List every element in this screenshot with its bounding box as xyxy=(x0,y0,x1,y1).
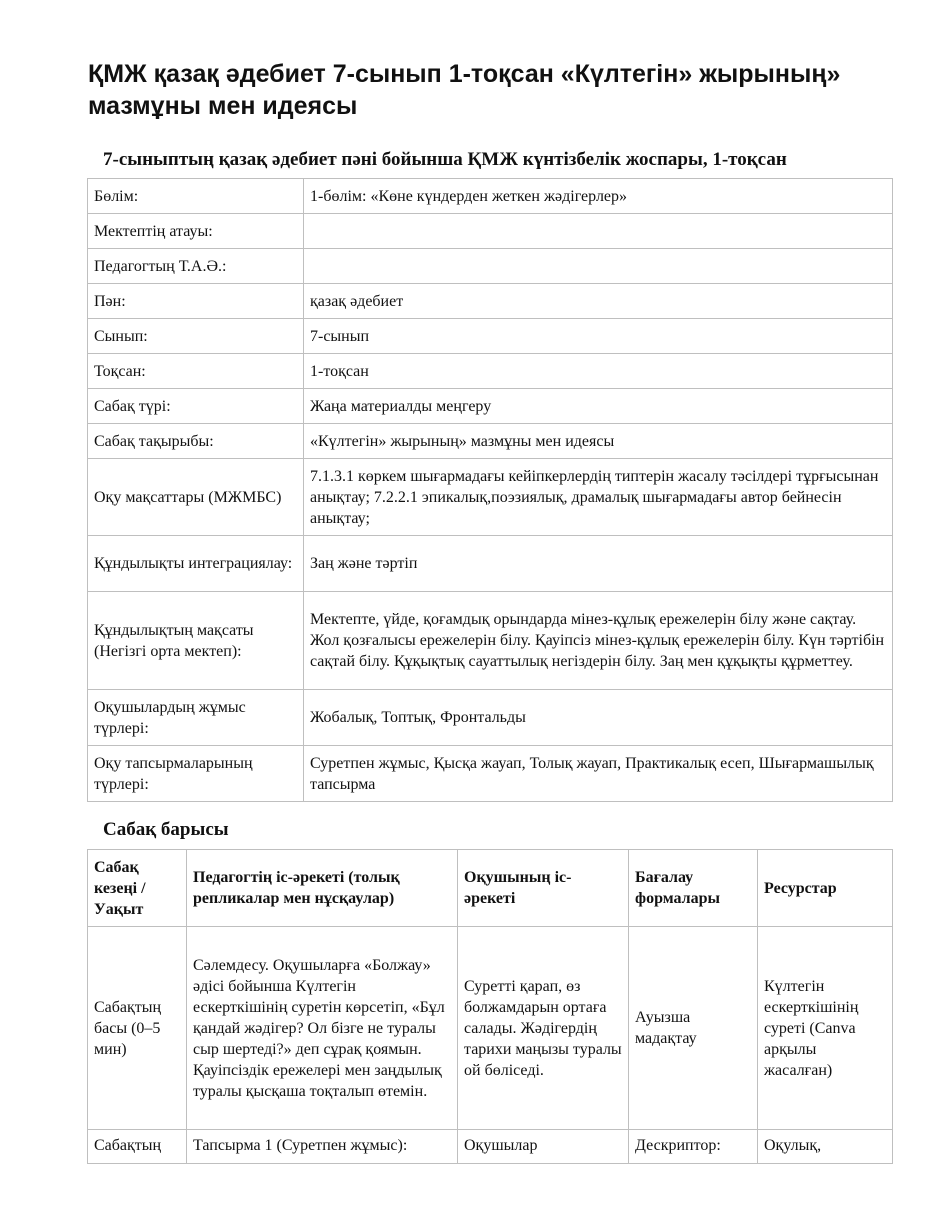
info-key: Сабақ тақырыбы: xyxy=(88,424,304,459)
table-row xyxy=(88,284,893,319)
lesson-info-table xyxy=(87,178,893,802)
page-title: ҚМЖ қазақ әдебиет 7-сынып 1-тоқсан «Күлтегін» жырының» мазмұны мен идеясы xyxy=(88,60,841,120)
info-key: Оқу мақсаттары (МЖМБС) xyxy=(88,459,304,536)
table-row xyxy=(88,536,893,592)
info-key: Бөлім: xyxy=(88,179,304,214)
info-value: «Күлтегін» жырының» мазмұны мен идеясы xyxy=(304,424,893,459)
table-row xyxy=(88,746,893,802)
table-cell: Оқулық, xyxy=(758,1130,893,1164)
table-row xyxy=(88,389,893,424)
table-row xyxy=(88,927,893,1130)
column-header: Ресурстар xyxy=(758,850,893,927)
info-key: Пән: xyxy=(88,284,304,319)
table-row xyxy=(88,690,893,746)
plan-title: 7-сыныптың қазақ әдебиет пәні бойынша ҚМЖ күнтізбелік жоспары, 1-тоқсан xyxy=(103,149,787,170)
table-cell: Оқушылар xyxy=(458,1130,629,1164)
info-value: Жаңа материалды меңгеру xyxy=(304,389,893,424)
info-key: Құндылықты интеграциялау: xyxy=(88,536,304,592)
info-value: Заң және тәртіп xyxy=(304,536,893,592)
column-header: Бағалау формалары xyxy=(629,850,758,927)
table-cell: Суретті қарап, өз болжамдарын ортаға салады. Жәдігердің тарихи маңызы туралы ой бөліседі. xyxy=(458,927,629,1130)
info-key: Құндылықтың мақсаты (Негізгі орта мектеп): xyxy=(88,592,304,690)
column-header: Сабақ кезеңі / Уақыт xyxy=(88,850,187,927)
table-row xyxy=(88,1130,893,1164)
lesson-flow-table xyxy=(87,849,893,1164)
table-cell: Сәлемдесу. Оқушыларға «Болжау» әдісі бойынша Күлтегін ескерткішінің суретін көрсетіп, «Бұл қандай жәдігер? Ол бізге не туралы сыр шертеді?» деп сұрақ қоямын. Қауіпсіздік ережелері мен заңдылық туралы қысқаша тоқталып өтемін. xyxy=(187,927,458,1130)
table-cell: Ауызша мадақтау xyxy=(629,927,758,1130)
table-row xyxy=(88,592,893,690)
info-key: Мектептің атауы: xyxy=(88,214,304,249)
info-value: 7.1.3.1 көркем шығармадағы кейіпкерлердің типтерін жасалу тәсілдері тұрғысынан анықтау; 7.2.2.1 эпикалық,поэзиялық, драмалық шығармадағы автор бейнесін анықтау; xyxy=(304,459,893,536)
column-header: Оқушының іс-әрекеті xyxy=(458,850,629,927)
table-cell: Дескриптор: xyxy=(629,1130,758,1164)
table-cell: Сабақтың xyxy=(88,1130,187,1164)
table-row xyxy=(88,354,893,389)
info-key: Оқушылардың жұмыс түрлері: xyxy=(88,690,304,746)
info-value: 7-сынып xyxy=(304,319,893,354)
info-value xyxy=(304,249,893,284)
table-cell: Күлтегін ескерткішінің суреті (Canva арқылы жасалған) xyxy=(758,927,893,1130)
table-row xyxy=(88,319,893,354)
table-row xyxy=(88,249,893,284)
info-value: Суретпен жұмыс, Қысқа жауап, Толық жауап, Практикалық есеп, Шығармашылық тапсырма xyxy=(304,746,893,802)
info-key: Сынып: xyxy=(88,319,304,354)
info-key: Тоқсан: xyxy=(88,354,304,389)
section-title: Сабақ барысы xyxy=(103,819,229,840)
table-cell: Сабақтың басы (0–5 мин) xyxy=(88,927,187,1130)
info-value xyxy=(304,214,893,249)
table-row xyxy=(88,424,893,459)
info-value: Жобалық, Топтық, Фронтальды xyxy=(304,690,893,746)
column-header: Педагогтің іс-әрекеті (толық репликалар мен нұсқаулар) xyxy=(187,850,458,927)
info-key: Сабақ түрі: xyxy=(88,389,304,424)
table-row xyxy=(88,214,893,249)
info-key: Оқу тапсырмаларының түрлері: xyxy=(88,746,304,802)
info-value: қазақ әдебиет xyxy=(304,284,893,319)
table-header-row xyxy=(88,850,893,927)
info-key: Педагогтың Т.А.Ә.: xyxy=(88,249,304,284)
info-value: Мектепте, үйде, қоғамдық орындарда мінез-құлық ережелерін білу және сақтау. Жол қозғалысы ережелерін білу. Қауіпсіз мінез-құлық ережелерін білу. Күн тәртібін сақтай білу. Құқықтық сауаттылық негіздерін білу. Заң мен құқықты құрметтеу. xyxy=(304,592,893,690)
info-value: 1-бөлім: «Көне күндерден жеткен жәдігерлер» xyxy=(304,179,893,214)
info-value: 1-тоқсан xyxy=(304,354,893,389)
table-row xyxy=(88,179,893,214)
table-row xyxy=(88,459,893,536)
table-cell: Тапсырма 1 (Суретпен жұмыс): xyxy=(187,1130,458,1164)
